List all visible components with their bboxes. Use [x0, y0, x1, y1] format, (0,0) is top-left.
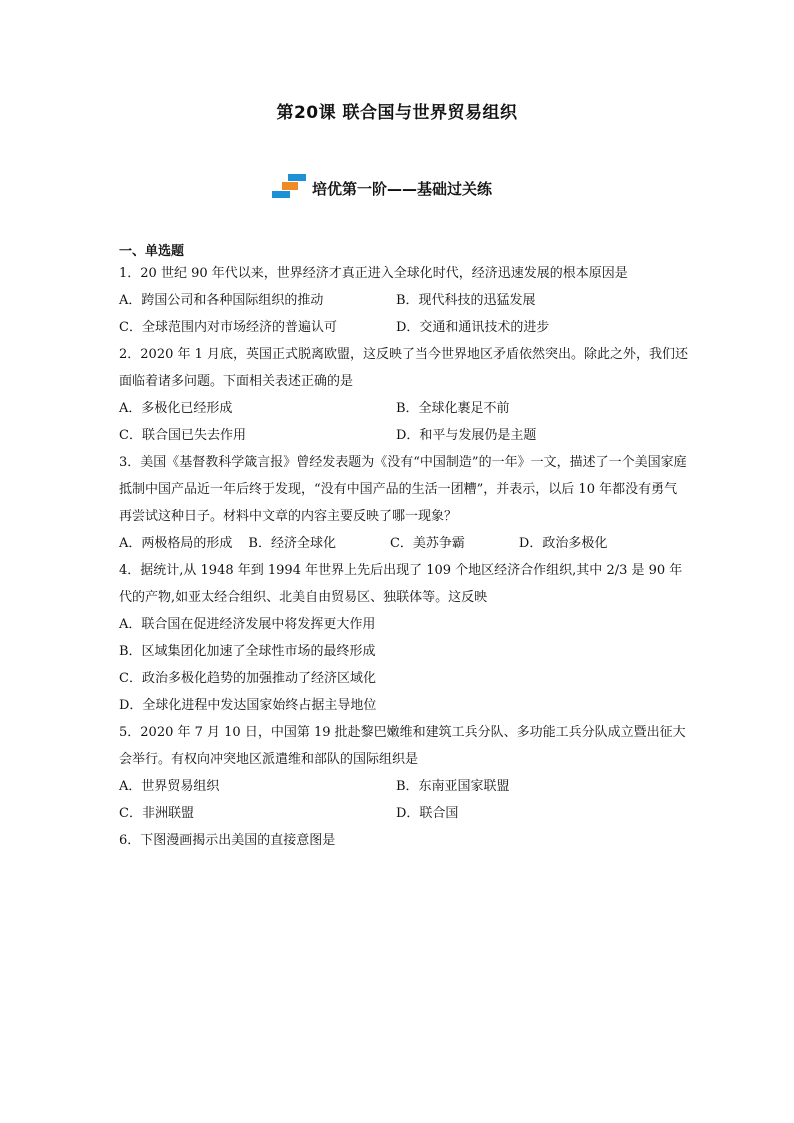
question-stem: 5．2020 年 7 月 10 日，中国第 19 批赴黎巴嫩维和建筑工兵分队、多功能工兵分队成立暨出征大会举行。有权向冲突地区派遣维和部队的国际组织是 [119, 725, 686, 767]
option-c: C．联合国已失去作用 [119, 428, 246, 443]
stage-header [272, 170, 492, 200]
question-1 [119, 260, 689, 341]
question-list [119, 244, 689, 854]
question-stem: 2．2020 年 1 月底，英国正式脱离欧盟，这反映了当今世界地区矛盾依然突出。除此之外，我们还面临着诸多问题。下面相关表述正确的是 [119, 347, 689, 389]
option-d: D．全球化进程中发达国家始终占据主导地位 [119, 698, 377, 713]
option-c: C．美苏争霸 [389, 536, 465, 551]
question-options [119, 287, 689, 341]
blocks-icon-middle [282, 182, 298, 190]
option-a: A．多极化已经形成 [119, 401, 233, 416]
question-5 [119, 719, 689, 827]
option-c: C．非洲联盟 [119, 806, 194, 821]
option-d: D．交通和通讯技术的进步 [396, 320, 550, 335]
question-3 [119, 449, 689, 557]
blocks-icon-bottom [272, 191, 290, 198]
option-b: B．现代科技的迅猛发展 [396, 293, 536, 308]
option-b: B．全球化裹足不前 [396, 401, 510, 416]
question-stem: 1．20 世纪 90 年代以来，世界经济才真正进入全球化时代，经济迅速发展的根本原因是 [119, 266, 628, 281]
question-stem: 6．下图漫画揭示出美国的直接意图是 [119, 833, 336, 848]
question-2 [119, 341, 689, 449]
option-d: D．和平与发展仍是主题 [396, 428, 537, 443]
question-6 [119, 827, 689, 854]
option-c: C．全球范围内对市场经济的普遍认可 [119, 320, 337, 335]
option-a: A．跨国公司和各种国际组织的推动 [119, 293, 324, 308]
blocks-icon [272, 172, 308, 200]
question-4 [119, 557, 689, 719]
option-d: D．政治多极化 [518, 536, 608, 551]
option-a: A．两极格局的形成 [119, 536, 233, 551]
option-c: C．政治多极化趋势的加强推动了经济区域化 [119, 671, 376, 686]
option-b: B．区域集团化加速了全球性市场的最终形成 [119, 644, 376, 659]
option-a: A．联合国在促进经济发展中将发挥更大作用 [119, 617, 376, 632]
question-options [119, 395, 689, 449]
section-title: 一、单选题 [119, 244, 185, 259]
blocks-icon-top [288, 174, 306, 181]
lesson-title: 第20课 联合国与世界贸易组织 [276, 103, 518, 123]
option-b: B．经济全球化 [248, 536, 336, 551]
option-d: D．联合国 [396, 806, 459, 821]
question-stem: 3．美国《基督教科学箴言报》曾经发表题为《没有“中国制造”的一年》一文，描述了一个美国家庭抵制中国产品近一年后终于发现，“没有中国产品的生活一团糟”，并表示，以后 10 年都没有勇气再尝试这种日子。材料中文章的内容主要反映了哪一现象？ [119, 455, 687, 524]
option-b: B．东南亚国家联盟 [396, 779, 510, 794]
question-stem: 4．据统计,从 1948 年到 1994 年世界上先后出现了 109 个地区经济合作组织,其中 2/3 是 90 年代的产物,如亚太经合组织、北美自由贸易区、独联体等。这反映 [119, 563, 683, 605]
stage-title: 培优第一阶——基础过关练 [312, 180, 493, 198]
question-options [119, 530, 689, 557]
option-a: A．世界贸易组织 [119, 779, 220, 794]
question-options [119, 773, 689, 827]
question-options [119, 611, 689, 719]
